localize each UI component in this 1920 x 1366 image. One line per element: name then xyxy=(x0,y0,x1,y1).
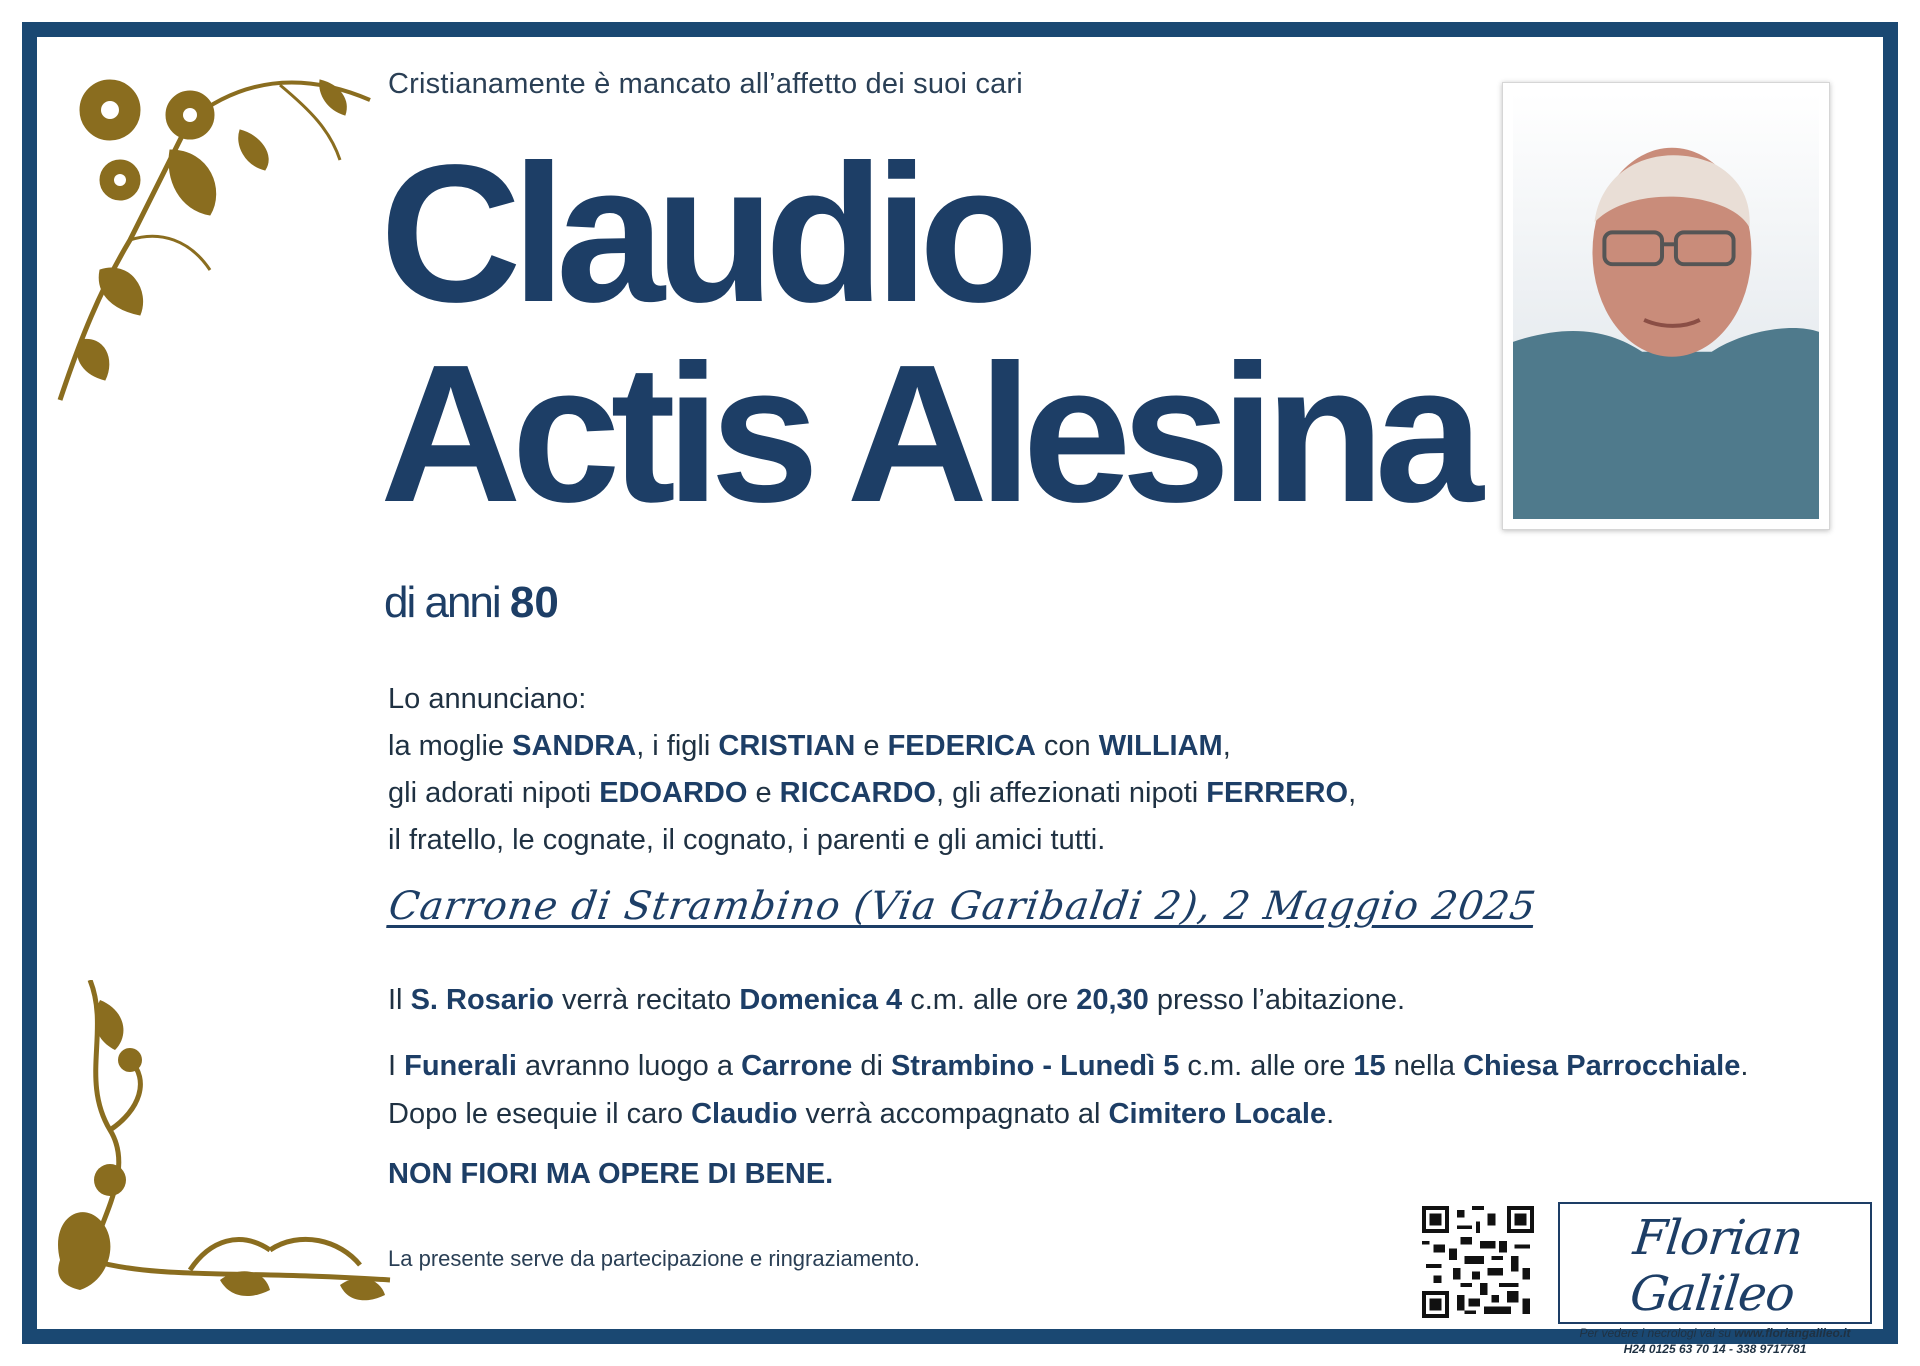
agency-website-line xyxy=(1560,1326,1870,1340)
text-segment: . xyxy=(1326,1098,1335,1130)
age-prefix: di anni xyxy=(384,578,500,627)
deceased-first-name: Claudio xyxy=(380,124,1029,343)
deceased-last-name: Actis Alesina xyxy=(380,324,1474,543)
text-emphasis: Funerali xyxy=(404,1050,517,1082)
text-segment: avranno luogo a xyxy=(516,1050,742,1082)
text-segment: verrà accompagnato al xyxy=(797,1098,1109,1130)
name-child: FEDERICA xyxy=(887,730,1036,762)
text-segment: c.m. alle ore xyxy=(1179,1050,1354,1082)
text-segment: e xyxy=(747,777,780,809)
no-flowers-notice: NON FIORI MA OPERE DI BENE. xyxy=(388,1158,834,1190)
text-emphasis: Cimitero Locale xyxy=(1108,1098,1327,1130)
floral-ornament-top-left xyxy=(40,40,380,410)
floral-ornament-bottom-left xyxy=(40,980,400,1320)
text-segment: . xyxy=(1740,1050,1749,1082)
text-emphasis: Chiesa Parrocchiale xyxy=(1463,1050,1741,1082)
agency-logo[interactable] xyxy=(1558,1202,1872,1356)
text-emphasis: Carrone xyxy=(741,1050,853,1082)
text-segment: gli adorati nipoti xyxy=(388,777,600,809)
text-segment: Dopo le esequie il caro xyxy=(388,1098,692,1130)
agency-phone-line: H24 0125 63 70 14 - 338 9717781 xyxy=(1623,1342,1807,1356)
age-value: 80 xyxy=(509,578,559,627)
text-emphasis: 20,30 xyxy=(1076,984,1149,1016)
agency-website-link[interactable]: www.floriangalileo.it xyxy=(1734,1326,1851,1340)
text-segment: , gli affezionati nipoti xyxy=(935,777,1207,809)
agency-name: Florian Galileo xyxy=(1627,1210,1806,1322)
text-emphasis: Strambino - Lunedì 5 xyxy=(890,1050,1180,1082)
text-segment: con xyxy=(1035,730,1099,762)
text-segment: e xyxy=(855,730,888,762)
footer-note: La presente serve da partecipazione e ringraziamento. xyxy=(388,1246,920,1271)
name-relative: WILLIAM xyxy=(1098,730,1223,762)
portrait-photo-image xyxy=(1513,93,1819,519)
announcement-block xyxy=(388,676,1356,864)
place-date: Carrone di Strambino (Via Garibaldi 2), 2 Maggio 2025 xyxy=(386,884,1539,929)
text-segment: verrà recitato xyxy=(554,984,740,1016)
text-segment: Il xyxy=(388,984,411,1016)
text-segment: Per vedere i necrologi vai su xyxy=(1579,1326,1735,1340)
qr-code-icon[interactable] xyxy=(1422,1206,1534,1318)
text-segment: nella xyxy=(1385,1050,1464,1082)
text-segment: di xyxy=(852,1050,891,1082)
age-line xyxy=(384,578,559,628)
name-wife: SANDRA xyxy=(512,730,637,762)
name-grandchild: RICCARDO xyxy=(779,777,936,809)
text-emphasis: S. Rosario xyxy=(410,984,554,1016)
text-emphasis: Claudio xyxy=(691,1098,798,1130)
name-family: FERRERO xyxy=(1206,777,1349,809)
text-segment: c.m. alle ore xyxy=(902,984,1077,1016)
rosary-line xyxy=(388,984,1405,1017)
text-emphasis: Domenica 4 xyxy=(739,984,903,1016)
funeral-line-1 xyxy=(388,1050,1748,1083)
text-segment: I xyxy=(388,1050,405,1082)
intro-text: Cristianamente è mancato all’affetto dei suoi cari xyxy=(388,68,1023,100)
funeral-line-2 xyxy=(388,1098,1334,1131)
text-segment: , xyxy=(1222,730,1231,762)
name-child: CRISTIAN xyxy=(718,730,856,762)
text-segment: , i figli xyxy=(636,730,719,762)
announcement-line-3: il fratello, le cognate, il cognato, i parenti e gli amici tutti. xyxy=(388,824,1106,856)
announcement-heading: Lo annunciano: xyxy=(388,683,587,715)
announcement-line-1 xyxy=(388,723,1356,770)
announcement-line-2 xyxy=(388,770,1356,817)
portrait-photo xyxy=(1502,82,1830,530)
text-segment: , xyxy=(1348,777,1357,809)
text-emphasis: 15 xyxy=(1353,1050,1386,1082)
text-segment: la moglie xyxy=(388,730,513,762)
text-segment: presso l’abitazione. xyxy=(1148,984,1406,1016)
name-grandchild: EDOARDO xyxy=(599,777,748,809)
